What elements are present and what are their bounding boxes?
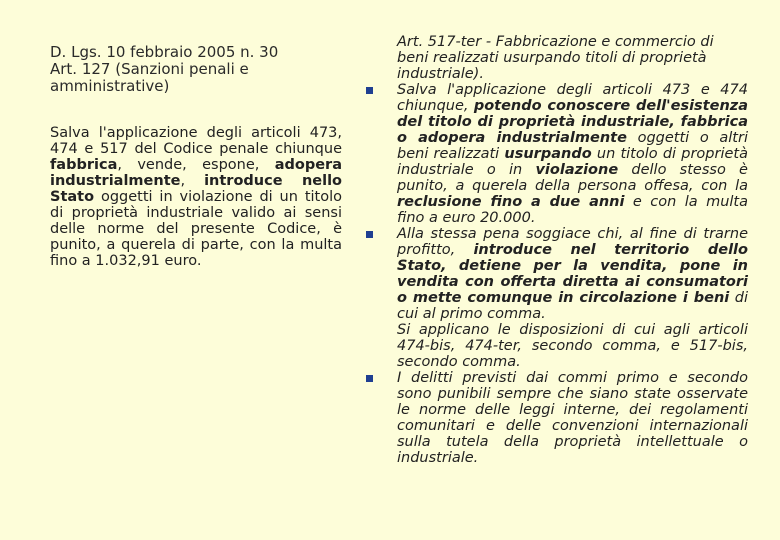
text-segment: Salva l'applicazione degli articoli 473, 474 e 517 del Codice penale chiunque bbox=[50, 125, 342, 157]
right-column bbox=[366, 34, 748, 466]
text-segment: dello stesso è punito, a querela della persona offesa, con la bbox=[397, 162, 748, 194]
text-segment: un titolo di proprietà industriale o in bbox=[397, 146, 748, 178]
bold-segment: violazione bbox=[535, 162, 619, 178]
bold-segment: adopera industrialmente bbox=[50, 157, 342, 189]
text-segment: Alla stessa pena soggiace chi, al fine di trarne profitto, bbox=[397, 226, 748, 258]
list-item bbox=[366, 82, 748, 226]
list-item bbox=[366, 226, 748, 370]
text-segment: oggetti o altri beni realizzati bbox=[397, 130, 748, 162]
square-bullet-icon bbox=[366, 87, 373, 94]
article-127-title: Art. 127 (Sanzioni penali e amministrative) bbox=[50, 60, 249, 95]
article-127-text bbox=[50, 125, 342, 269]
bold-segment: usurpando bbox=[504, 146, 592, 162]
text-segment: , vende, espone, bbox=[117, 157, 275, 173]
text-segment: di cui al primo comma. bbox=[397, 290, 748, 322]
text-segment: e con la multa fino a euro 20.000. bbox=[397, 194, 748, 226]
bold-segment: potendo conoscere dell'esistenza del titolo di proprietà industriale, fabbrica o adopera industrialmente bbox=[397, 98, 748, 146]
law-decree-title: D. Lgs. 10 febbraio 2005 n. 30 bbox=[50, 43, 279, 61]
list-item bbox=[366, 370, 748, 466]
law-reference-heading bbox=[50, 44, 342, 95]
bold-segment: reclusione fino a due anni bbox=[397, 194, 625, 210]
bold-segment: introduce nel territorio dello Stato, detiene per la vendita, pone in vendita con offerta diretta ai consumatori o mette comunque in circolazione i beni bbox=[397, 242, 748, 306]
text-segment: , bbox=[180, 173, 205, 189]
square-bullet-icon bbox=[366, 231, 373, 238]
bold-segment: introduce nello Stato bbox=[50, 173, 343, 205]
text-segment: I delitti previsti dai commi primo e secondo sono punibili sempre che siano state osservate le norme delle leggi interne, dei regolamenti comunitari e delle convenzioni internazionali sulla tutela della proprietà intellettuale o industriale. bbox=[397, 370, 748, 466]
text-segment: oggetti in violazione di un titolo di proprietà industriale valido ai sensi delle norme del presente Codice, è punito, a querela di parte, con la multa fino a 1.032,91 euro. bbox=[50, 189, 342, 269]
square-bullet-icon bbox=[366, 375, 373, 382]
article-517-ter-title: Art. 517-ter - Fabbricazione e commercio di beni realizzati usurpando titoli di proprietà industriale). bbox=[397, 34, 714, 82]
bold-segment: fabbrica bbox=[50, 157, 118, 173]
text-segment: Si applicano le disposizioni di cui agli articoli 474-bis, 474-ter, secondo comma, e 517-bis, secondo comma. bbox=[397, 322, 748, 370]
text-segment: Salva l'applicazione degli articoli 473 e 474 chiunque, bbox=[397, 82, 748, 114]
left-column bbox=[50, 44, 342, 269]
